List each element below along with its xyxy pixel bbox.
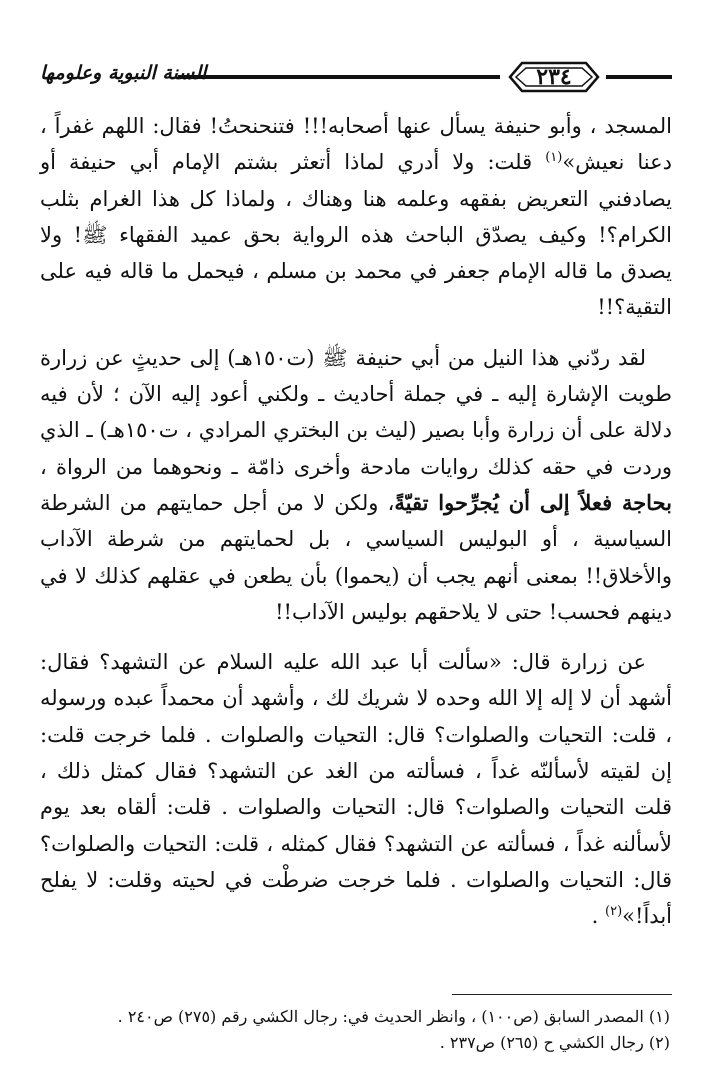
book-title: السنة النبوية وعلومها xyxy=(40,62,207,84)
footnote-ref-1[interactable]: (١) xyxy=(545,150,563,166)
emphasized-phrase: بحاجة فعلاً إلى أن يُجرِّحوا تقيّةً xyxy=(394,489,672,515)
paragraph-1: المسجد ، وأبو حنيفة يسأل عنها أصحابه!!! فتنحنحتُ! فقال: اللهم غفراً ، دعنا نعيش»$^{(١)}$ قلت: ولا أدري لماذا أتعثر بشتم الإمام أبي حنيفة أو يصادفني التعريض بفقهه وعلمه هنا وهناك ، ولماذا كل هذا الغرام بثلب الكرام؟! وكيف يصدّق الباحث هذه الرواية بحق عميد الفقهاء ﷺ! ولا يصدق ما قاله الإمام جعفر في محمد بن مسلم ، فيحمل ما قاله فيه على التقية؟!! xyxy=(40,114,672,320)
footnote-1: (١) المصدر السابق (ص١٠٠) ، وانظر الحديث في: رجال الكشي رقم (٢٧٥) ص٢٤٠ . xyxy=(117,1007,670,1026)
page-number: ٢٣٤ xyxy=(536,64,572,90)
paragraph-3: عن زرارة قال: «سألت أبا عبد الله عليه السلام عن التشهد؟ فقال: أشهد أن لا إله إلا الله وحده لا شريك لك ، وأشهد أن محمداً عبده ورسوله ، قلت: التحيات والصلوات؟ قال: التحيات والصلوات . فلما خرجت قلت: إن لقيته لأسألنّه غداً ، فسألته من الغد عن التشهد؟ فقال كمثل ذلك ، قلت التحيات والصلوات؟ قال: التحيات والصلوات . قلت: ألقاه بعد يوم لأسألنه غداً ، فسألته عن التشهد؟ فقال كمثله ، قلت: التحيات والصلوات؟ قال: التحيات والصلوات . فلما خرجت ضرطْت في لحيته وقلت: لا يفلح أبداً!»$^{(٢)}$ . xyxy=(40,650,673,929)
footnotes xyxy=(40,1004,670,1056)
running-header xyxy=(40,56,672,98)
main-text xyxy=(40,108,672,935)
paragraph-2: لقد ردّني هذا النيل من أبي حنيفة ﷺ (ت١٥٠هـ) إلى حديثٍ عن زرارة طويت الإشارة إليه ـ في جملة أحاديث ـ ولكني أعود إليه الآن ؛ لأن فيه دلالة على أن زرارة وأبا بصير (ليث بن البختري المرادي ، ت١٥٠هـ) ـ الذي وردت في حقه كذلك روايات مادحة وأخرى ذامّة ـ ونحوهما من الرواة ، بحاجة فعلاً إلى أن يُجرِّحوا تقيّةً، ولكن لا من أجل حمايتهم من الشرطة السياسية ، أو البوليس السياسي ، بل لحمايتهم من شرطة الآداب والأخلاق!! بمعنى أنهم يجب أن (يحموا) بأن يطعن في عقلهم كذلك لا في دينهم فحسب! حتى لا يلاحقهم بوليس الآداب!! xyxy=(40,345,672,624)
page-number-frame xyxy=(506,60,602,94)
footnote-ref-2[interactable]: (٢) xyxy=(605,904,623,920)
footnote-divider xyxy=(452,994,672,995)
footnote-2: (٢) رجال الكشي ح (٢٦٥) ص٢٣٧ . xyxy=(439,1033,670,1052)
